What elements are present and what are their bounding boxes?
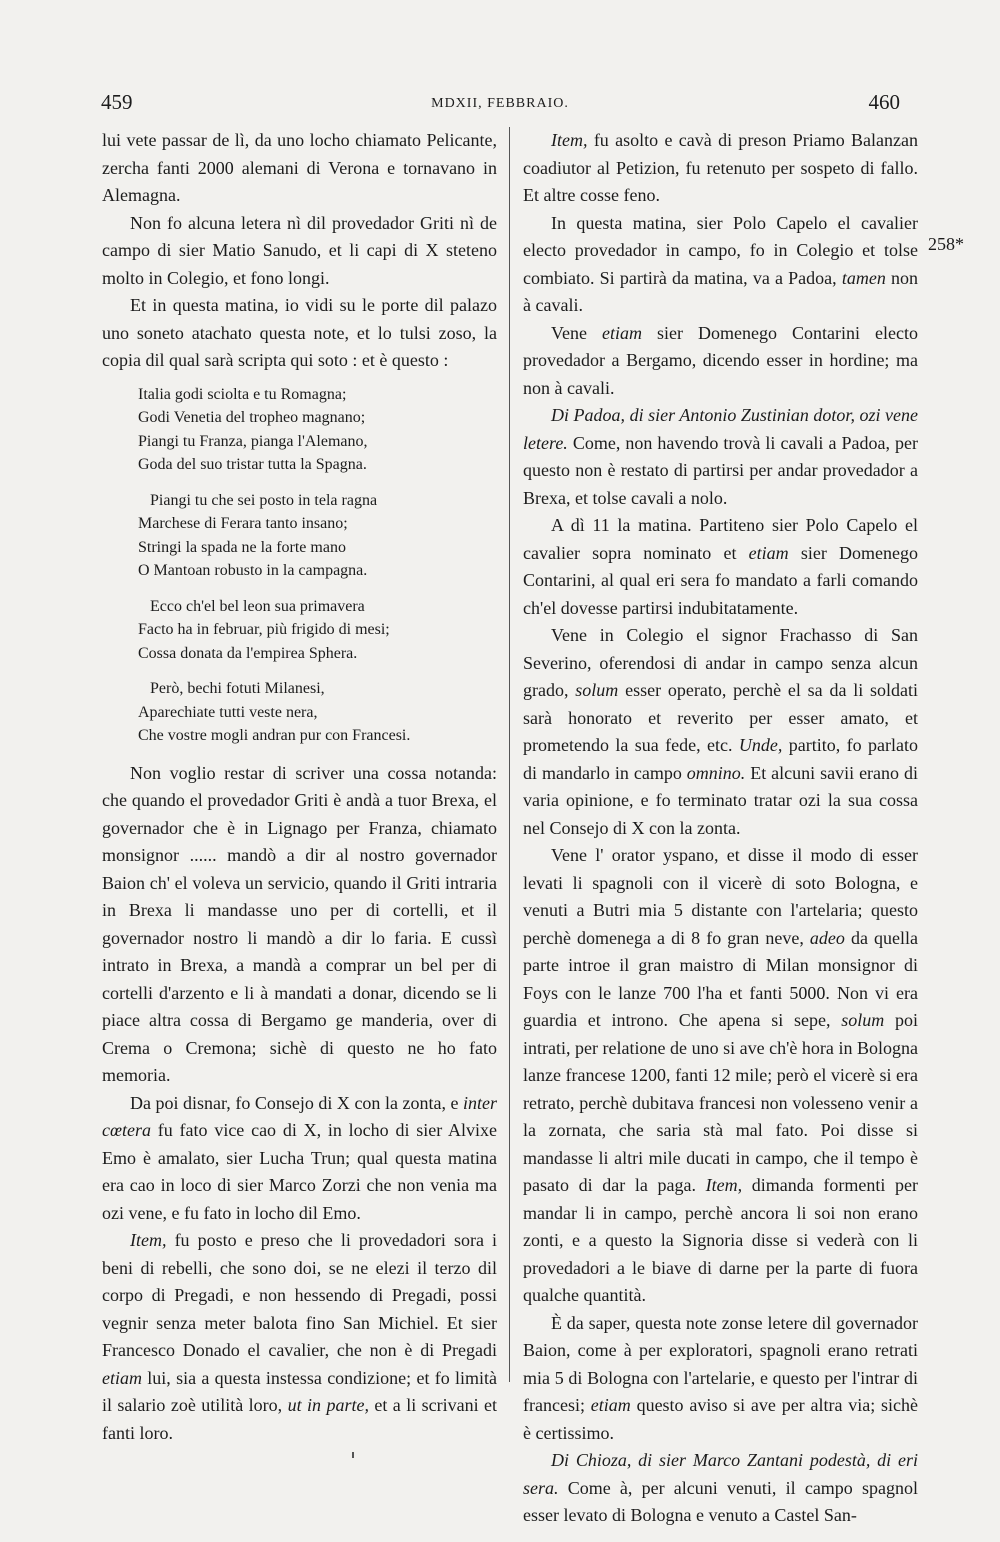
right-column	[523, 127, 918, 1530]
stanza	[138, 677, 497, 748]
stanza	[138, 595, 497, 666]
verse-line: Facto ha in februar, più frigido di mesi;	[138, 621, 390, 638]
verse-line: Marchese di Ferara tanto insano;	[138, 515, 348, 532]
paragraph: Da poi disnar, fo Consejo di X con la zonta, e inter cœtera fu fato vice cao di X, in locho di sier Alvixe Emo è amalato, sier Lucha Trun; qual questa matina era cao in loco di sier Marco Zorzi che non venia ma ozi vene, e fu fato in locho dil Emo.	[102, 1092, 498, 1223]
running-head: MDXII, FEBBRAIO.	[431, 96, 569, 111]
paragraph: È da saper, questa note zonse letere dil governador Baion, come à per exploratori, spagnoli erano retrati mia 5 di Bologna con l'artelarie, e questo per l'intrar di francesi; etiam questo aviso si ave per altra via; sichè è certissimo.	[523, 1312, 919, 1443]
verse-line: Però, bechi fotuti Milanesi,	[150, 680, 325, 697]
verse-line: Che vostre mogli andran pur con Francesi.	[138, 727, 411, 744]
paragraph: A dì 11 la matina. Partiteno sier Polo Capelo el cavalier sopra nominato et etiam sier Domenego Contarini, al qual eri sera fo mandato a farli comando ch'el dovesse partirsi indubitatamente.	[523, 515, 919, 618]
paragraph: In questa matina, sier Polo Capelo el cavalier electo provedador in campo, fo in Colegio et tolse combiato. Si partirà da matina, va a Padoa, tamen non à cavali.	[523, 212, 919, 315]
paragraph: Et in questa matina, io vidi su le porte dil palazo uno soneto atachato questa note, et lo tulsi zoso, la copia dil qual sarà scripta qui soto : et è questo :	[102, 295, 497, 370]
paragraph: Vene in Colegio el signor Frachasso di San Severino, oferendosi di andar in campo senza alcun grado, solum esser operato, perchè el sa da li soldati sarà honorato et reverito per esser amato, et prometendo la sua fede, etc. Unde, partito, fo parlato di mandarlo in campo omnino. Et alcuni savii erano di varia opinione, e fo terminato tratar ozi la sua cossa nel Consejo di X con la zonta.	[523, 625, 919, 838]
paragraph: Di Chioza, di sier Marco Zantani podestà, di eri sera. Come à, per alcuni venuti, il campo spagnol esser levato di Bologna e venuto a Castel San-	[523, 1450, 919, 1525]
paragraph: Item, fu posto e preso che li provedadori sora i beni di rebelli, che sono doi, se ne elezi il terzo dil corpo di Pregadi, e non hessendo di Pregadi, possi vegnir senza meter balota fino San Michiel. Et sier Francesco Donado el cavalier, che non è di Pregadi etiam lui, sia a questa instessa condizione; et fo limità il salario zoè utilità loro, ut in parte, et a li scrivani et fanti loro.	[102, 1230, 498, 1443]
verse-line: Stringi la spada ne la forte mano	[138, 538, 346, 556]
verse-line: O Mantoan robusto in la campagna.	[138, 562, 368, 579]
verse-line: Cossa donata da l'empirea Sphera.	[138, 644, 358, 662]
verse-line: Piangi tu Franza, pianga l'Alemano,	[138, 432, 368, 450]
page-number-right: 460	[868, 90, 900, 114]
paragraph: lui vete passar de lì, da uno locho chiamato Pelicante, zercha fanti 2000 alemani di Verona e tornavano in Alemagna.	[102, 130, 497, 205]
margin-note: 258*	[928, 234, 964, 254]
verse-line: Godi Venetia del tropheo magnano;	[138, 409, 366, 426]
paragraph: Di Padoa, di sier Antonio Zustinian dotor, ozi vene letere. Come, non havendo trovà li cavali a Padoa, per questo non è restato di partirsi per andar provedador a Brexa, et tolse cavali a nolo.	[523, 405, 918, 508]
verse-line: Aparechiate tutti veste nera,	[138, 703, 318, 721]
paragraph: Non fo alcuna letera nì dil provedador Griti nì de campo di sier Matio Sanudo, et li capi di X steteno molto in Colegio, et fono longi.	[102, 212, 497, 288]
verse-line: Goda del suo tristar tutta la Spagna.	[138, 456, 367, 473]
page-number-left: 459	[101, 90, 133, 114]
left-column	[102, 127, 497, 1447]
paragraph: Item, fu asolto e cavà di preson Priamo Balanzan coadiutor al Petizion, fu retenuto per sospeto di fallo. Et altre cosse feno.	[523, 130, 918, 205]
column-divider	[509, 127, 510, 1382]
print-mark	[352, 1452, 354, 1458]
stanza	[138, 383, 497, 477]
stanza	[138, 489, 497, 583]
paragraph: Non voglio restar di scriver una cossa notanda: che quando el provedador Griti è andà a tuor Brexa, el governador che è in Lignago per Franza, chiamato monsignor ...... mandò a dir al nostro governador Baion ch' el voleva un servicio, quando il Griti intraria in Brexa li mandasse uno per di cortelli, et il governador nostro li mandò a dir lo faria. E cussì intrato in Brexa, a mandà a comprar un bel per di cortelli d'arzento e li à mandati a donar, dicendo se li piace altra cossa di Bergamo ge manderia, over di Crema o Cremona; sichè di questo ne ho fato memoria.	[102, 762, 497, 1085]
verse-line: Italia godi sciolta e tu Romagna;	[138, 385, 347, 403]
sonnet	[138, 383, 497, 748]
verse-line: Piangi tu che sei posto in tela ragna	[150, 491, 378, 509]
verse-line: Ecco ch'el bel leon sua primavera	[150, 597, 365, 615]
paragraph: Vene etiam sier Domenego Contarini electo provedador a Bergamo, dicendo esser in hordine; ma non à cavali.	[523, 322, 918, 398]
paragraph: Vene l' orator yspano, et disse il modo di esser levati li spagnoli con il vicerè di soto Bologna, e venuti a Butri mia 5 distante con l'artelaria; questo perchè domenega a di 8 fo gran neve, adeo da quella parte introe il gran maistro di Milan monsignor di Foys con le lanze 700 l'ha et fanti 5000. Non vi era guardia et introno. Che apena si sepe, solum poi intrati, per relatione de uno si ave ch'è hora in Bologna lanze francese 1200, fanti 12 mile; però el vicerè si era retrato, perchè dubitava francesi non volesseno venir a la zornata, che saria stà mal fato. Poi disse si mandasse li altri mile ducati in campo, che il tempo è pasato di dar la paga. Item, dimanda formenti per mandar li in campo, perchè ancora li soi non erano zonti, e a questo la Signoria disse si vederà con li provedadori a le biave di darne per la parte di fuora qualche quantità.	[523, 845, 919, 1305]
